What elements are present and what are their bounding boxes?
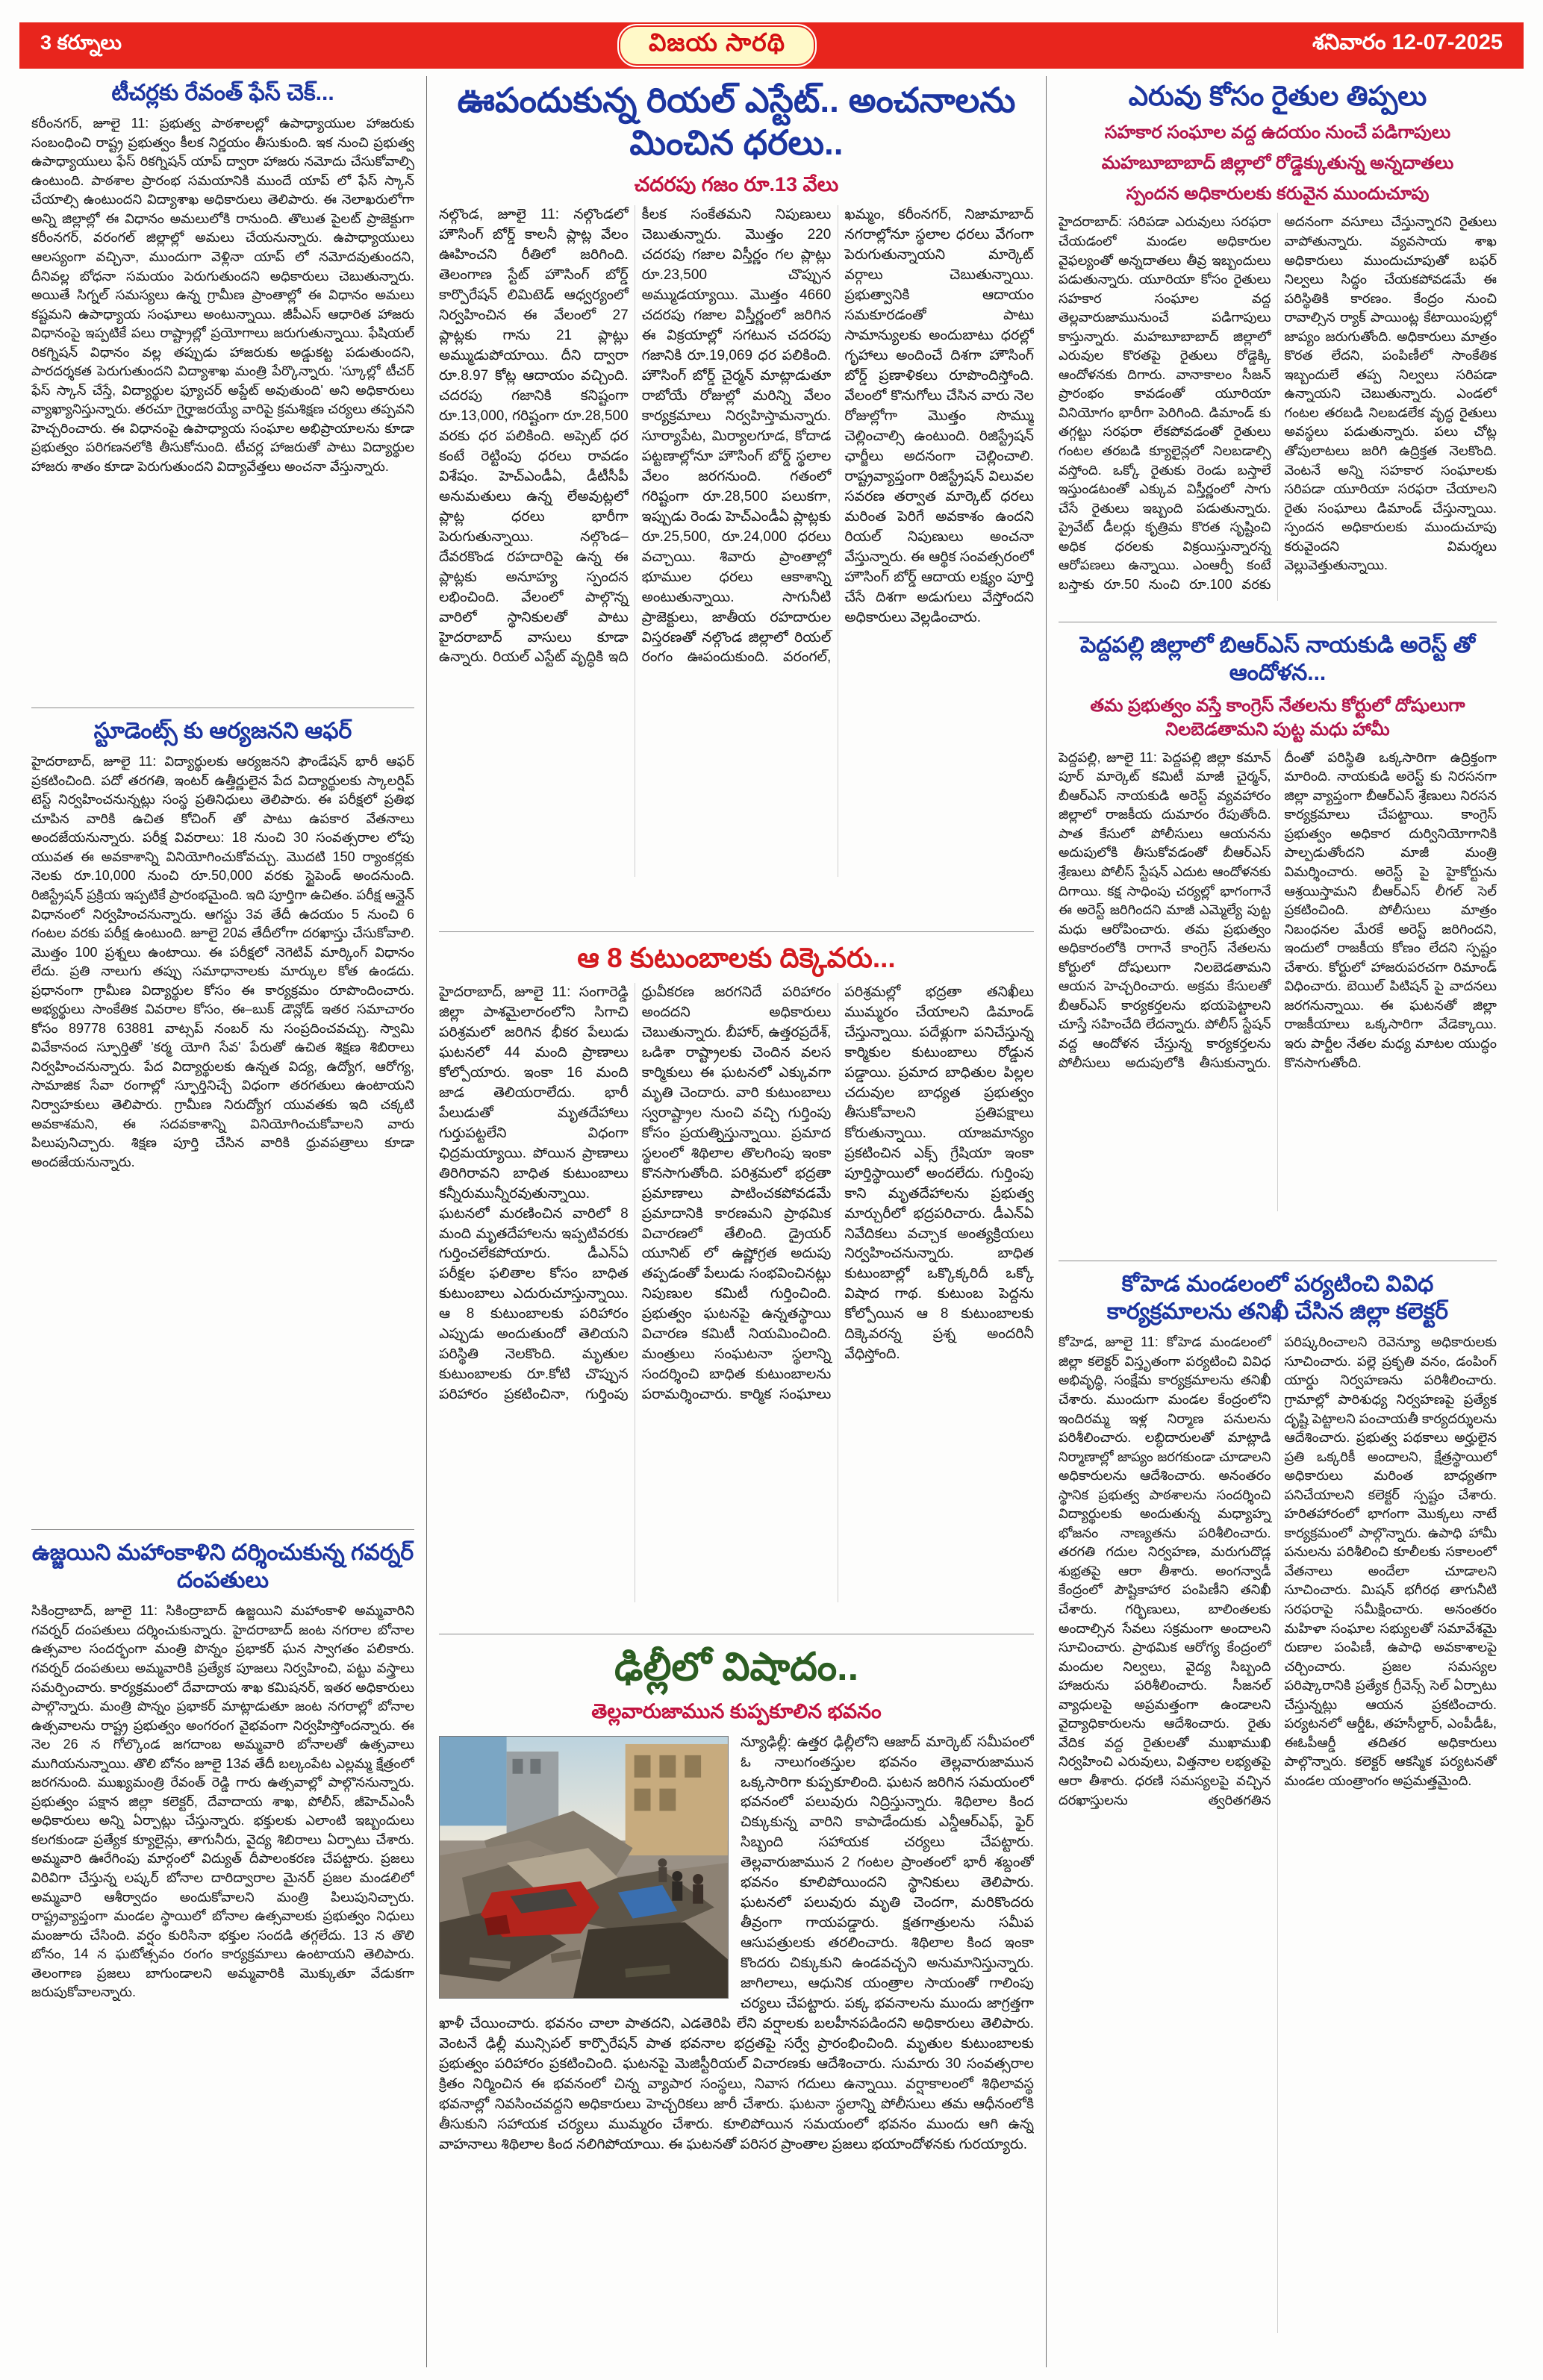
headline-students: స్టూడెంట్స్ కు ఆర్యజనని ఆఫర్ xyxy=(93,719,352,743)
body-delhi: న్యూఢిల్లీ: ఉత్తర ఢిల్లీలోని ఆజాద్ మార్కెట్ సమీపంలో ఓ నాలుగంతస్తుల భవనం తెల్లవారుజామున ఒక్కసారిగా కుప్పకూలింది. ఘటన జరిగిన సమయంలో భవనంలో పలువురు నిద్రిస్తున్నారు. శిథిలాల కింద చిక్కుకున్న వారిని కాపాడేందుకు ఎన్డీఆర్ఎఫ్, ఫైర్ సిబ్బంది సహాయక చర్యలు చేపట్టారు. తెల్లవారుజామున 2 గంటల ప్రాంతంలో భారీ శబ్దంతో భవనం కూలిపోయిందని స్థానికులు తెలిపారు. ఘటనలో పలువురు మృతి చెందగా, మరికొందరు తీవ్రంగా గాయపడ్డారు. క్షతగాత్రులను సమీప ఆసుపత్రులకు తరలించారు. శిథిలాల కింద ఇంకా కొందరు చిక్కుకుని ఉండవచ్చని అనుమానిస్తున్నారు. జాగిలాలు, ఆధునిక యంత్రాల సాయంతో గాలింపు చర్యలు చేపట్టారు. పక్క భవనాలను ముందు జాగ్రత్తగా ఖాళీ చేయించారు. భవనం చాలా పాతదని, ఎడతెరిపి లేని వర్షాలకు బలహీనపడిందని అధికారులు తెలిపారు. వెంటనే ఢిల్లీ మున్సిపల్ కార్పొరేషన్ పాత భవనాల భద్రతపై సర్వే ప్రారంభించింది. మృతుల కుటుంబాలకు ప్రభుత్వం పరిహారం ప్రకటించింది. ఘటనపై మెజిస్టీరియల్ విచారణకు ఆదేశించారు. సుమారు 30 సంవత్సరాల క్రితం నిర్మించిన ఈ భవనంలో చిన్న వ్యాపార సంస్థలు, నివాస గదులు ఉన్నాయి. వర్షాకాలంలో శిథిలావస్థ భవనాల్లో నివసించవద్దని అధికారులు హెచ్చరికలు జారీ చేశారు. ఘటనా స్థలాన్ని పోలీసులు తమ ఆధీనంలోకి తీసుకుని సహాయక చర్యలు ముమ్మరం చేశారు. కూలిపోయిన సమయంలో భవనం ముందు ఆగి ఉన్న వాహనాలు శిథిలాల కింద నలిగిపోయాయి. ఈ ఘటనతో పరిసర ప్రాంతాల ప్రజలు భయాందోళనకు గురయ్యారు. xyxy=(439,1734,1034,2152)
article-teachers-face-check xyxy=(31,76,414,703)
paper-name-badge xyxy=(617,24,817,67)
article-eight-families xyxy=(439,931,1034,1629)
collapse-photo-graphic xyxy=(440,1737,728,1998)
paper-name: విజయ సారథి xyxy=(648,28,786,56)
headline-collector: కోహెడ మండలంలో పర్యటించి వివిధ కార్యక్రమాలను తనిఖీ చేసిన జిల్లా కలెక్టర్ xyxy=(1106,1272,1449,1325)
subhead-fertilizer-1: సహకార సంఘాల వద్ద ఉదయం నుంచే పడిగాపులు xyxy=(1104,122,1451,143)
body-governor: సికింద్రాబాద్, జూలై 11: సికింద్రాబాద్ ఉజ్జయిని మహాంకాళి అమ్మవారిని గవర్నర్ దంపతులు దర్శించుకున్నారు. హైదరాబాద్ జంట నగరాల బోనాల ఉత్సవాల సందర్భంగా మంత్రి పొన్నం ప్రభాకర్ ఘన స్వాగతం పలికారు. గవర్నర్ దంపతులు అమ్మవారికి ప్రత్యేక పూజలు నిర్వహించి, పట్టు వస్త్రాలు సమర్పించారు. కార్యక్రమంలో దేవాదాయ శాఖ కమిషనర్, ఇతర అధికారులు పాల్గొన్నారు. మంత్రి పొన్నం ప్రభాకర్ మాట్లాడుతూ జంట నగరాల్లో బోనాల ఉత్సవాలను రాష్ట్ర ప్రభుత్వం అంగరంగ వైభవంగా నిర్వహిస్తోందన్నారు. ఈ నెల 26 న గోల్కొండ జగదాంబ అమ్మవారి బోనాలతో ఉత్సవాలు ముగియనున్నాయి. తొలి బోనం జూలై 13వ తేదీ బల్కంపేట ఎల్లమ్మ క్షేత్రంలో జరగనుంది. ముఖ్యమంత్రి రేవంత్ రెడ్డి గారు ఉత్సవాల్లో పాల్గొననున్నారు. ప్రభుత్వం పక్షాన జిల్లా కలెక్టర్, దేవాదాయ శాఖ, పోలీస్, జీహెచ్ఎంసీ అధికారులు అన్ని ఏర్పాట్లు చేస్తున్నారు. భక్తులకు ఎలాంటి ఇబ్బందులు కలగకుండా ప్రత్యేక క్యూలైన్లు, తాగునీరు, వైద్య శిబిరాలు ఏర్పాటు చేశారు. అమ్మవారి ఊరేగింపు మార్గంలో విద్యుత్ దీపాలంకరణ చేపట్టారు. ప్రజలు విరివిగా చేస్తున్న లష్కర్ బోనాల దారిద్వారాల మైనర్ ప్రజల మండలిలో అమ్మవారి ఆశీర్వాదం అందుకోవాలని మంత్రి పిలుపునిచ్చారు. రాష్ట్రవ్యాప్తంగా మండల స్థాయిలో బోనాల ఉత్సవాలకు ప్రభుత్వం నిధులు మంజూరు చేసింది. వర్షం కురిసినా భక్తుల సందడి తగ్గలేదు. 13 న తొలి బోనం, 14 న ఘటోత్సవం రంగం కార్యక్రమాలు ఉంటాయని తెలిపారు. తెలంగాణ ప్రజలు బాగుండాలని అమ్మవారికి మొక్కుతూ వేడుకగా జరుపుకోవాలన్నారు. xyxy=(31,1603,414,2000)
headline-eight-families: ఆ 8 కుటుంబాలకు దిక్కెవరు... xyxy=(577,943,896,973)
subhead-fertilizer-2: మహబూబాబాద్ జిల్లాలో రోడ్డెక్కుతున్న అన్నదాతలు xyxy=(1101,153,1454,174)
headline-fertilizer: ఎరువు కోసం రైతుల తిప్పలు xyxy=(1128,81,1427,111)
building-collapse-photo xyxy=(439,1736,729,1999)
date-label: శనివారం 12-07-2025 xyxy=(1312,31,1503,54)
headline-governor: ఉజ్జయిని మహాంకాళిని దర్శించుకున్న గవర్నర్ దంపతులు xyxy=(31,1540,414,1593)
body-students: హైదరాబాద్, జూలై 11: విద్యార్థులకు ఆర్యజనని ఫౌండేషన్ భారీ ఆఫర్ ప్రకటించింది. పదో తరగతి, ఇంటర్ ఉత్తీర్ణులైన పేద విద్యార్థులకు స్కాలర్షిప్ టెస్ట్ నిర్వహించనున్నట్లు సంస్థ ప్రతినిధులు తెలిపారు. ఈ పరీక్షలో ప్రతిభ చూపిన వారికి ఉచిత కోచింగ్ తో పాటు ఉపకార వేతనాలు అందజేయనున్నారు. పరీక్ష వివరాలు: 18 నుంచి 30 సంవత్సరాల లోపు యువత ఈ అవకాశాన్ని వినియోగించుకోవచ్చు. మొదటి 150 ర్యాంకర్లకు నెలకు రూ.10,000 నుంచి రూ.50,000 వరకు స్టైపెండ్ అందనుంది. రిజిస్ట్రేషన్ ప్రక్రియ ఇప్పటికే ప్రారంభమైంది. ఇది పూర్తిగా ఉచితం. పరీక్ష ఆన్లైన్ విధానంలో నిర్వహించనున్నారు. ఆగస్టు 3వ తేదీ ఉదయం 5 నుంచి 6 గంటల వరకు పరీక్ష ఉంటుంది. జూలై 20వ తేదీలోగా దరఖాస్తు చేసుకోవాలి. మొత్తం 100 ప్రశ్నలు ఉంటాయి. ఈ పరీక్షలో నెగెటివ్ మార్కింగ్ విధానం లేదు. ప్రతి నాలుగు తప్పు సమాధానాలకు మార్కుల కోత ఉండదు. ప్రధానంగా గ్రామీణ విద్యార్థుల కోసం ఈ కార్యక్రమం రూపొందించారు. అభ్యర్థులు సాంకేతిక వివరాల కోసం, ఈ–బుక్ డౌన్లోడ్ ఇతర సమాచారం కోసం 89778 63881 వాట్సప్ నంబర్ ను సంప్రదించవచ్చు. స్వామి వివేకానంద స్ఫూర్తితో 'కర్మ యోగి సేవ' పేరుతో ఉచిత శిక్షణ శిబిరాలు నిర్వహించనున్నారు. పేద విద్యార్థులకు ఉన్నత విద్య, ఉద్యోగ, ఆరోగ్య, సామాజిక సేవా రంగాల్లో స్ఫూర్తినిచ్చే విధంగా తరగతులు ఉంటాయని నిర్వాహకులు తెలిపారు. గ్రామీణ నిరుద్యోగ యువతకు ఇది చక్కటి అవకాశమని, ఈ సదవకాశాన్ని వినియోగించుకోవాలని వారు పిలుపునిచ్చారు. శిక్షణ పూర్తి చేసిన వారికి ధ్రువపత్రాలు కూడా అందజేయనున్నారు. xyxy=(31,754,414,1169)
body-collector: కోహెడ, జూలై 11: కోహెడ మండలంలో జిల్లా కలెక్టర్ విస్తృతంగా పర్యటించి వివిధ అభివృద్ధి, సంక్షేమ కార్యక్రమాలను తనిఖీ చేశారు. ముందుగా మండల కేంద్రంలోని ఇందిరమ్మ ఇళ్ల నిర్మాణ పనులను పరిశీలించారు. లబ్ధిదారులతో మాట్లాడి నిర్మాణాల్లో జాప్యం జరగకుండా చూడాలని అధికారులను ఆదేశించారు. అనంతరం స్థానిక ప్రభుత్వ పాఠశాలను సందర్శించి విద్యార్థులకు అందుతున్న మధ్యాహ్న భోజనం నాణ్యతను పరిశీలించారు. తరగతి గదుల నిర్వహణ, మరుగుదొడ్ల శుభ్రతపై ఆరా తీశారు. అంగన్వాడీ కేంద్రంలో పౌష్టికాహార పంపిణీని తనిఖీ చేశారు. గర్భిణులు, బాలింతలకు అందాల్సిన సేవలు సక్రమంగా అందాలని సూచించారు. ప్రాథమిక ఆరోగ్య కేంద్రంలో మందుల నిల్వలు, వైద్య సిబ్బంది హాజరును పరిశీలించారు. సీజనల్ వ్యాధులపై అప్రమత్తంగా ఉండాలని వైద్యాధికారులను ఆదేశించారు. రైతు వేదిక వద్ద రైతులతో ముఖాముఖి నిర్వహించి ఎరువులు, విత్తనాల లభ్యతపై ఆరా తీశారు. ధరణి సమస్యలపై వచ్చిన దరఖాస్తులను త్వరితగతిన పరిష్కరించాలని రెవెన్యూ అధికారులకు సూచించారు. పల్లె ప్రకృతి వనం, డంపింగ్ యార్డు నిర్వహణను పరిశీలించారు. గ్రామాల్లో పారిశుధ్య నిర్వహణపై ప్రత్యేక దృష్టి పెట్టాలని పంచాయతీ కార్యదర్శులను ఆదేశించారు. ప్రభుత్వ పథకాలు అర్హులైన ప్రతి ఒక్కరికీ అందాలని, క్షేత్రస్థాయిలో అధికారులు మరింత బాధ్యతగా పనిచేయాలని కలెక్టర్ స్పష్టం చేశారు. హరితహారంలో భాగంగా మొక్కలు నాటే కార్యక్రమంలో పాల్గొన్నారు. ఉపాధి హామీ పనులను పరిశీలించి కూలీలకు సకాలంలో వేతనాలు అందేలా చూడాలని సూచించారు. మిషన్ భగీరథ తాగునీటి సరఫరాపై సమీక్షించారు. అనంతరం మహిళా సంఘాల సభ్యులతో సమావేశమై రుణాల పంపిణీ, ఉపాధి అవకాశాలపై చర్చించారు. ప్రజల సమస్యల పరిష్కారానికి ప్రత్యేక గ్రీవెన్స్ సెల్ ఏర్పాటు చేస్తున్నట్లు ఆయన ప్రకటించారు. పర్యటనలో ఆర్డీఓ, తహసీల్దార్, ఎంపీడీఓ, ఈఓపీఆర్డీ తదితర అధికారులు పాల్గొన్నారు. కలెక్టర్ ఆకస్మిక పర్యటనతో మండల యంత్రాంగం అప్రమత్తమైంది. xyxy=(1059,1334,1497,1808)
left-column xyxy=(19,76,426,2367)
article-governor-temple xyxy=(31,1529,414,2343)
body-eight-families: హైదరాబాద్, జూలై 11: సంగారెడ్డి జిల్లా పాశమైలారంలోని సిగాచి పరిశ్రమలో జరిగిన భీకర పేలుడు ఘటనలో 44 మంది ప్రాణాలు కోల్పోయారు. ఇంకా 16 మంది జాడ తెలియరాలేదు. భారీ పేలుడుతో మృతదేహాలు గుర్తుపట్టలేని విధంగా ఛిద్రమయ్యాయి. పోయిన ప్రాణాలు తిరిగిరావని బాధిత కుటుంబాలు కన్నీరుమున్నీరవుతున్నాయి. ఘటనలో మరణించిన వారిలో 8 మంది మృతదేహాలను ఇప్పటివరకు గుర్తించలేకపోయారు. డీఎన్ఏ పరీక్షల ఫలితాల కోసం బాధిత కుటుంబాలు ఎదురుచూస్తున్నాయి. ఆ 8 కుటుంబాలకు పరిహారం ఎప్పుడు అందుతుందో తెలియని పరిస్థితి నెలకొంది. మృతుల కుటుంబాలకు రూ.కోటి చొప్పున పరిహారం ప్రకటించినా, గుర్తింపు ధ్రువీకరణ జరగనిదే పరిహారం అందదని అధికారులు చెబుతున్నారు. బీహార్, ఉత్తరప్రదేశ్, ఒడిశా రాష్ట్రాలకు చెందిన వలస కార్మికులు ఈ ఘటనలో ఎక్కువగా మృతి చెందారు. వారి కుటుంబాలు స్వరాష్ట్రాల నుంచి వచ్చి గుర్తింపు కోసం ప్రయత్నిస్తున్నాయి. ప్రమాద స్థలంలో శిథిలాల తొలగింపు ఇంకా కొనసాగుతోంది. పరిశ్రమలో భద్రతా ప్రమాణాలు పాటించకపోవడమే ప్రమాదానికి కారణమని ప్రాథమిక విచారణలో తేలింది. డ్రైయర్ యూనిట్ లో ఉష్ణోగ్రత అదుపు తప్పడంతో పేలుడు సంభవించినట్లు నిపుణుల కమిటీ గుర్తించింది. ప్రభుత్వం ఘటనపై ఉన్నతస్థాయి విచారణ కమిటీ నియమించింది. మంత్రులు సంఘటనా స్థలాన్ని సందర్శించి బాధిత కుటుంబాలను పరామర్శించారు. కార్మిక సంఘాలు పరిశ్రమల్లో భద్రతా తనిఖీలు ముమ్మరం చేయాలని డిమాండ్ చేస్తున్నాయి. పదేళ్లుగా పనిచేస్తున్న కార్మికుల కుటుంబాలు రోడ్డున పడ్డాయి. ప్రమాద బాధితుల పిల్లల చదువుల బాధ్యత ప్రభుత్వం తీసుకోవాలని ప్రతిపక్షాలు కోరుతున్నాయి. యాజమాన్యం ప్రకటించిన ఎక్స్ గ్రేషియా ఇంకా పూర్తిస్థాయిలో అందలేదు. గుర్తింపు కాని మృతదేహాలను ప్రభుత్వ మార్చురీలో భద్రపరిచారు. డీఎన్ఏ నివేదికలు వచ్చాక అంత్యక్రియలు నిర్వహించనున్నారు. బాధిత కుటుంబాల్లో ఒక్కొక్కరిదీ ఒక్కో విషాద గాథ. కుటుంబ పెద్దను కోల్పోయిన ఆ 8 కుటుంబాలకు దిక్కెవరన్న ప్రశ్న అందరినీ వేధిస్తోంది. xyxy=(439,984,1034,1403)
edition-page-label: 3 కర్నూలు xyxy=(40,31,122,54)
right-column xyxy=(1046,76,1509,2367)
body-brs-arrest: పెద్దపల్లి, జూలై 11: పెద్దపల్లి జిల్లా కమాన్ పూర్ మార్కెట్ కమిటీ మాజీ చైర్మన్, బీఆర్ఎస్ నాయకుడి అరెస్ట్ వ్యవహారం జిల్లాలో రాజకీయ దుమారం రేపుతోంది. పాత కేసులో పోలీసులు ఆయనను అదుపులోకి తీసుకోవడంతో బీఆర్ఎస్ శ్రేణులు పోలీస్ స్టేషన్ ఎదుట ఆందోళనకు దిగాయి. కక్ష సాధింపు చర్యల్లో భాగంగానే ఈ అరెస్ట్ జరిగిందని మాజీ ఎమ్మెల్యే పుట్ట మధు ఆరోపించారు. తమ ప్రభుత్వం అధికారంలోకి రాగానే కాంగ్రెస్ నేతలను కోర్టులో దోషులుగా నిలబెడతామని ఆయన హెచ్చరించారు. అక్రమ కేసులతో బీఆర్ఎస్ కార్యకర్తలను భయపెట్టాలని చూస్తే సహించేది లేదన్నారు. పోలీస్ స్టేషన్ వద్ద ఆందోళన చేస్తున్న కార్యకర్తలను పోలీసులు అదుపులోకి తీసుకున్నారు. దీంతో పరిస్థితి ఒక్కసారిగా ఉద్రిక్తంగా మారింది. నాయకుడి అరెస్ట్ కు నిరసనగా జిల్లా వ్యాప్తంగా బీఆర్ఎస్ శ్రేణులు నిరసన కార్యక్రమాలు చేపట్టాయి. కాంగ్రెస్ ప్రభుత్వం అధికార దుర్వినియోగానికి పాల్పడుతోందని మాజీ మంత్రి విమర్శించారు. అరెస్ట్ పై హైకోర్టును ఆశ్రయిస్తామని బీఆర్ఎస్ లీగల్ సెల్ ప్రకటించింది. పోలీసులు మాత్రం నిబంధనల మేరకే అరెస్ట్ జరిగిందని, ఇందులో రాజకీయ కోణం లేదని స్పష్టం చేశారు. కోర్టులో హాజరుపరచగా రిమాండ్ విధించారు. బెయిల్ పిటిషన్ పై వాదనలు జరగనున్నాయి. ఈ ఘటనతో జిల్లా రాజకీయాలు ఒక్కసారిగా వేడెక్కాయి. ఇరు పార్టీల నేతల మధ్య మాటల యుద్ధం కొనసాగుతోంది. xyxy=(1059,749,1497,1070)
body-teachers: కరీంనగర్, జూలై 11: ప్రభుత్వ పాఠశాలల్లో ఉపాధ్యాయుల హాజరుకు సంబంధించి రాష్ట్ర ప్రభుత్వం కీలక నిర్ణయం తీసుకుంది. ఇక నుంచి ప్రభుత్వ ఉపాధ్యాయులు ఫేస్ రికగ్నిషన్ యాప్ ద్వారా హాజరు నమోదు చేసుకోవాల్సి ఉంటుంది. పాఠశాల ప్రారంభ సమయానికి ముందే యాప్ లో ఫేస్ స్కాన్ చేయాల్సి ఉంటుందని విద్యాశాఖ అధికారులు తెలిపారు. ఈ నెలాఖరులోగా అన్ని జిల్లాల్లో ఈ విధానం అమలులోకి రానుంది. తొలుత పైలట్ ప్రాజెక్టుగా కరీంనగర్, వరంగల్ జిల్లాల్లో అమలు చేయనున్నారు. ఉపాధ్యాయులు ఆలస్యంగా వచ్చినా, ముందుగా వెళ్లినా యాప్ లో నమోదవుతుందని, దీనివల్ల బోధనా సమయం పెరుగుతుందని అధికారులు చెబుతున్నారు. అయితే సిగ్నల్ సమస్యలు ఉన్న గ్రామీణ ప్రాంతాల్లో ఈ విధానం అమలు కష్టమని ఉపాధ్యాయ సంఘాలు అంటున్నాయి. జీపీఎస్ ఆధారిత హాజరు విధానంపై ఇప్పటికే పలు రాష్ట్రాల్లో ప్రయోగాలు జరుగుతున్నాయి. ఫేషియల్ రికగ్నిషన్ విధానం వల్ల తప్పుడు హాజరుకు అడ్డుకట్ట పడుతుందని, పారదర్శకత పెరుగుతుందని విద్యాశాఖ మంత్రి పేర్కొన్నారు. 'స్కూల్లో టీచర్ ఫేస్ స్కాన్ చేస్తే, విద్యార్థుల ఫ్యూచర్ అప్డేట్ అవుతుంది' అని అధికారులు వ్యాఖ్యానిస్తున్నారు. తరచూ గైర్హాజరయ్యే వారిపై క్రమశిక్షణ చర్యలు తప్పవని హెచ్చరించారు. ఈ విధానంపై ఉపాధ్యాయ సంఘాల అభిప్రాయాలను కూడా ప్రభుత్వం పరిగణనలోకి తీసుకోనుంది. టీచర్ల హాజరుతో పాటు విద్యార్థుల హాజరు శాతం కూడా పెరుగుతుందని విద్యావేత్తలు అంచనా వేస్తున్నారు. xyxy=(31,116,414,475)
subhead-brs-arrest: తమ ప్రభుత్వం వస్తే కాంగ్రెస్ నేతలను కోర్టులో దోషులుగా నిలబెడతామని పుట్ట మధు హామీ xyxy=(1090,696,1465,740)
body-real-estate: నల్గొండ, జూలై 11: నల్గొండలో హౌసింగ్ బోర్డ్ కాలనీ ప్లాట్ల వేలం ఊహించని రీతిలో జరిగింది. తెలంగాణ స్టేట్ హౌసింగ్ బోర్డ్ కార్పొరేషన్ లిమిటెడ్ ఆధ్వర్యంలో నిర్వహించిన ఈ వేలంలో 27 ప్లాట్లకు గాను 21 ప్లాట్లు అమ్ముడుపోయాయి. దీని ద్వారా రూ.8.97 కోట్ల ఆదాయం వచ్చింది. చదరపు గజానికి కనిష్టంగా రూ.13,000, గరిష్టంగా రూ.28,500 వరకు ధర పలికింది. అప్సెట్ ధర కంటే రెట్టింపు ధరలు రావడం విశేషం. హెచ్ఎండీఏ, డీటీసీపీ అనుమతులు ఉన్న లేఅవుట్లలో ప్లాట్ల ధరలు భారీగా పెరుగుతున్నాయి. నల్గొండ–దేవరకొండ రహదారిపై ఉన్న ఈ ప్లాట్లకు అనూహ్య స్పందన లభించింది. వేలంలో పాల్గొన్న వారిలో స్థానికులతో పాటు హైదరాబాద్ వాసులు కూడా ఉన్నారు. రియల్ ఎస్టేట్ వృద్ధికి ఇది కీలక సంకేతమని నిపుణులు చెబుతున్నారు. మొత్తం 220 చదరపు గజాల విస్తీర్ణం గల ప్లాట్లు రూ.23,500 చొప్పున అమ్ముడయ్యాయి. మొత్తం 4660 చదరపు గజాల విస్తీర్ణంలో జరిగిన ఈ విక్రయాల్లో సగటున చదరపు గజానికి రూ.19,069 ధర పలికింది. హౌసింగ్ బోర్డ్ చైర్మన్ మాట్లాడుతూ రాబోయే రోజుల్లో మరిన్ని వేలం కార్యక్రమాలు నిర్వహిస్తామన్నారు. సూర్యాపేట, మిర్యాలగూడ, కోదాడ పట్టణాల్లోనూ హౌసింగ్ బోర్డ్ స్థలాల వేలం జరగనుంది. గతంలో గరిష్టంగా రూ.28,500 పలుకగా, ఇప్పుడు రెండు హెచ్ఎండీఏ ప్లాట్లకు రూ.25,500, రూ.24,000 ధరలు వచ్చాయి. శివారు ప్రాంతాల్లో భూముల ధరలు ఆకాశాన్ని అంటుతున్నాయి. సాగునీటి ప్రాజెక్టులు, జాతీయ రహదారుల విస్తరణతో నల్గొండ జిల్లాలో రియల్ రంగం ఊపందుకుంది. వరంగల్, ఖమ్మం, కరీంనగర్, నిజామాబాద్ నగరాల్లోనూ స్థలాల ధరలు వేగంగా పెరుగుతున్నాయని మార్కెట్ వర్గాలు చెబుతున్నాయి. ప్రభుత్వానికి ఆదాయం సమకూరడంతో పాటు సామాన్యులకు అందుబాటు ధరల్లో గృహాలు అందించే దిశగా హౌసింగ్ బోర్డ్ ప్రణాళికలు రూపొందిస్తోంది. వేలంలో కొనుగోలు చేసిన వారు నెల రోజుల్లోగా మొత్తం సొమ్ము చెల్లించాల్సి ఉంటుంది. రిజిస్ట్రేషన్ ఛార్జీలు అదనంగా చెల్లించాలి. రాష్ట్రవ్యాప్తంగా రిజిస్ట్రేషన్ విలువల సవరణ తర్వాత మార్కెట్ ధరలు మరింత పెరిగే అవకాశం ఉందని రియల్ నిపుణులు అంచనా వేస్తున్నారు. ఈ ఆర్థిక సంవత్సరంలో హౌసింగ్ బోర్డ్ ఆదాయ లక్ష్యం పూర్తి చేసే దిశగా అడుగులు వేస్తోందని అధికారులు వెల్లడించారు. xyxy=(439,207,1034,666)
article-collector-tour xyxy=(1059,1261,1497,2343)
page-content xyxy=(19,76,1524,2367)
headline-teachers: టీచర్లకు రేవంత్ ఫేస్ చెక్... xyxy=(111,81,334,105)
subhead-delhi: తెల్లవారుజామున కుప్పకూలిన భవనం xyxy=(591,1700,882,1723)
article-fertilizer xyxy=(1059,76,1497,617)
headline-delhi: ఢిల్లీలో విషాదం.. xyxy=(614,1646,859,1689)
article-students-offer xyxy=(31,708,414,1525)
masthead xyxy=(19,22,1524,69)
middle-column xyxy=(426,76,1046,2367)
article-real-estate xyxy=(439,76,1034,927)
subhead-fertilizer-3: స్పందన అధికారులకు కరువైన ముందుచూపు xyxy=(1126,184,1430,204)
body-fertilizer: హైదరాబాద్: సరిపడా ఎరువులు సరఫరా చేయడంలో మండల అధికారుల వైఫల్యంతో అన్నదాతలు తీవ్ర ఇబ్బందులు పడుతున్నారు. యూరియా కోసం రైతులు సహకార సంఘాల వద్ద తెల్లవారుజామునుంచే పడిగాపులు కాస్తున్నారు. మహబూబాబాద్ జిల్లాలో ఎరువుల కొరతపై రైతులు రోడ్డెక్కి ఆందోళనకు దిగారు. వానాకాలం సీజన్ ప్రారంభం కావడంతో యూరియా వినియోగం భారీగా పెరిగింది. డిమాండ్ కు తగ్గట్టు సరఫరా లేకపోవడంతో రైతులు గంటల తరబడి క్యూలైన్లలో నిలబడాల్సి వస్తోంది. ఒక్కో రైతుకు రెండు బస్తాలే ఇస్తుండటంతో ఎక్కువ విస్తీర్ణంలో సాగు చేసే రైతులు ఇబ్బంది పడుతున్నారు. ప్రైవేట్ డీలర్లు కృత్రిమ కొరత సృష్టించి అధిక ధరలకు విక్రయిస్తున్నారన్న ఆరోపణలు ఉన్నాయి. ఎంఆర్పీ కంటే బస్తాకు రూ.50 నుంచి రూ.100 వరకు అదనంగా వసూలు చేస్తున్నారని రైతులు వాపోతున్నారు. వ్యవసాయ శాఖ అధికారులు ముందుచూపుతో బఫర్ నిల్వలు సిద్ధం చేయకపోవడమే ఈ పరిస్థితికి కారణం. కేంద్రం నుంచి రావాల్సిన ర్యాక్ పాయింట్ల కేటాయింపుల్లో జాప్యం జరుగుతోంది. అధికారులు మాత్రం కొరత లేదని, పంపిణీలో సాంకేతిక ఇబ్బందులే తప్ప నిల్వలు సరిపడా ఉన్నాయని చెబుతున్నారు. ఎండలో గంటల తరబడి నిలబడలేక వృద్ధ రైతులు అవస్థలు పడుతున్నారు. పలు చోట్ల తోపులాటలు జరిగి ఉద్రిక్తత నెలకొంది. వెంటనే అన్ని సహకార సంఘాలకు సరిపడా యూరియా సరఫరా చేయాలని రైతు సంఘాలు డిమాండ్ చేస్తున్నాయి. స్పందన అధికారులకు ముందుచూపు కరువైందని విమర్శలు వెల్లువెత్తుతున్నాయి. xyxy=(1059,214,1497,592)
body-delhi-wrap xyxy=(439,1733,1034,2308)
headline-real-estate: ఊపందుకున్న రియల్ ఎస్టేట్.. అంచనాలను మించిన ధరలు.. xyxy=(457,81,1016,163)
subhead-real-estate: చదరపు గజం రూ.13 వేలు xyxy=(634,173,839,196)
article-delhi-collapse xyxy=(439,1634,1034,2346)
article-brs-arrest xyxy=(1059,622,1497,1256)
headline-brs-arrest: పెద్దపల్లి జిల్లాలో బిఆర్ఎస్ నాయకుడి అరెస్ట్ తో ఆందోళన... xyxy=(1079,633,1476,686)
